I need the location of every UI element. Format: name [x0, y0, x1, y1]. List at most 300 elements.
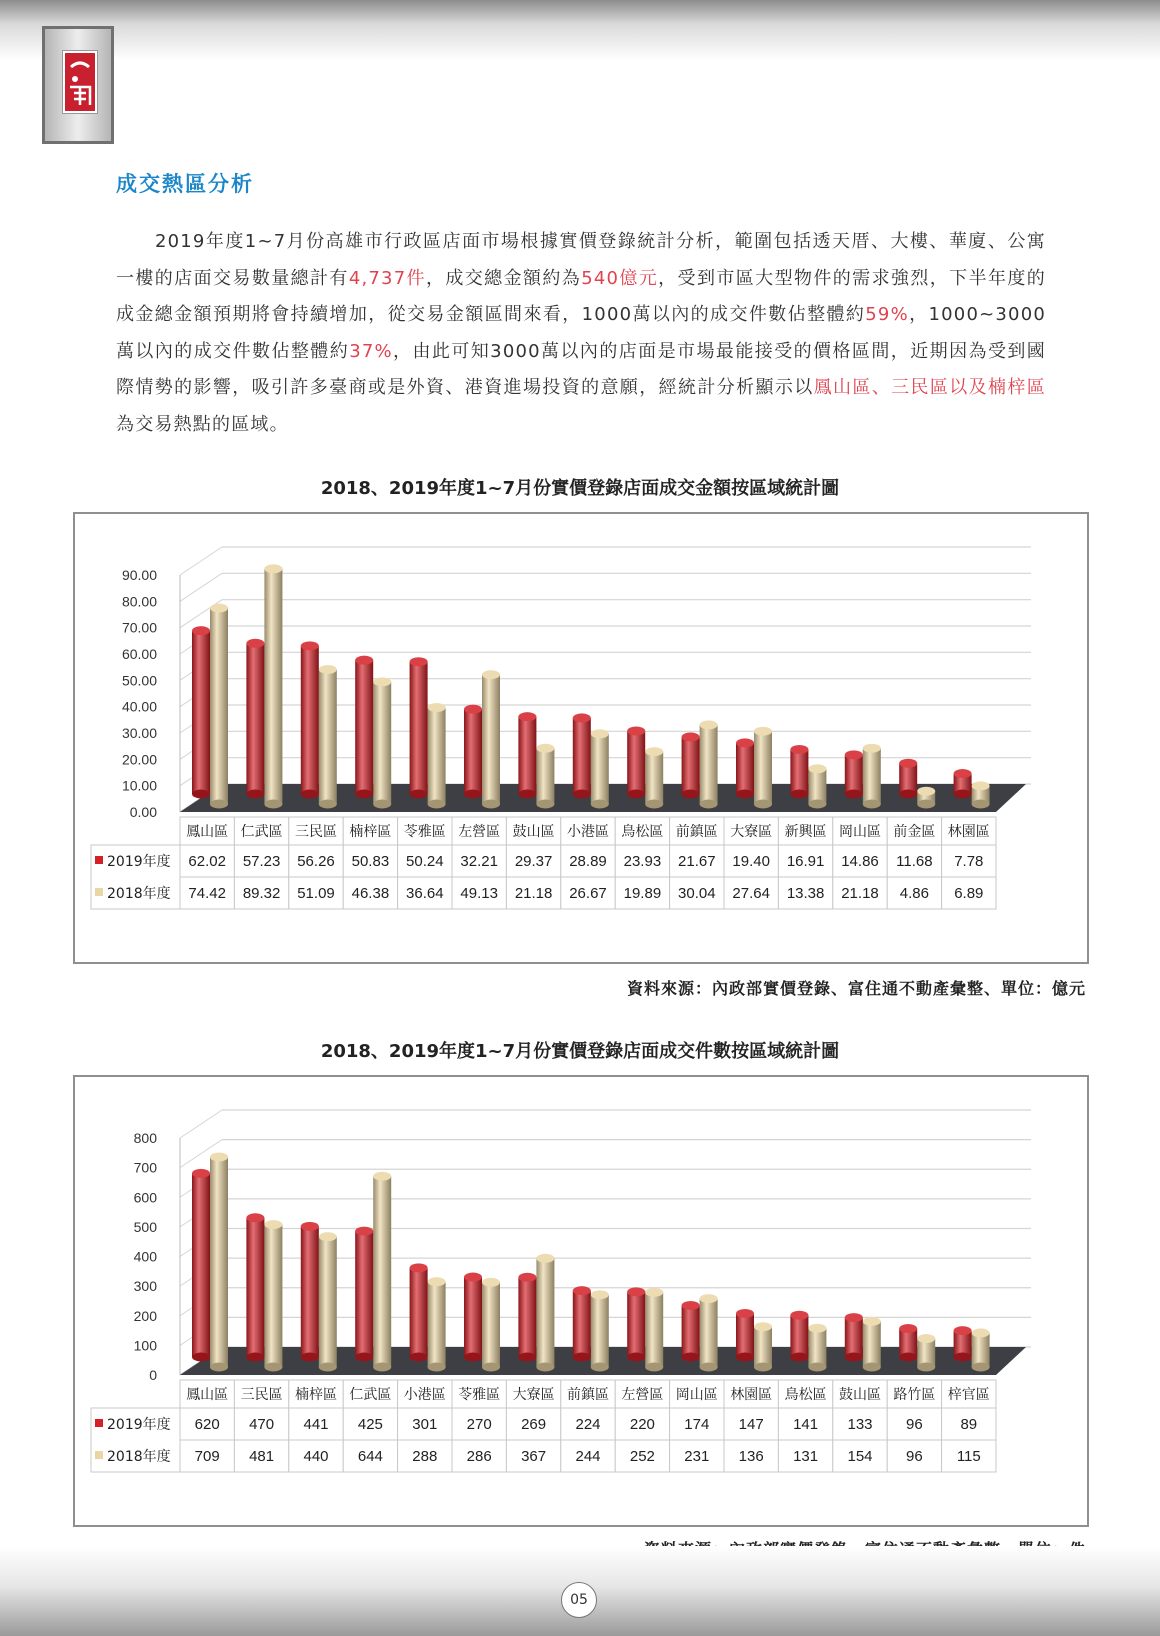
category-label: 小港區	[403, 1387, 446, 1403]
category-label: 鼓山區	[512, 824, 555, 840]
bar-body	[972, 1333, 990, 1367]
bar-body	[591, 1295, 609, 1367]
y-tick-label: 40.00	[121, 698, 157, 715]
bar-body	[845, 755, 863, 794]
bar-cap	[192, 1169, 210, 1178]
bar-2019	[464, 1273, 482, 1362]
bar-2019	[246, 639, 264, 799]
bar-cap	[954, 769, 972, 778]
data-label: 270	[466, 1416, 492, 1433]
bar-2018	[917, 787, 935, 809]
bar-cap	[428, 703, 446, 712]
category-label: 岡山區	[675, 1387, 718, 1403]
bar-base	[573, 1353, 591, 1362]
y-tick-label: 70.00	[121, 619, 157, 636]
bar-cap	[845, 1313, 863, 1322]
header-band	[0, 0, 1160, 120]
category-label: 路竹區	[893, 1387, 936, 1403]
bar-body	[573, 718, 591, 794]
bar-cap	[428, 1277, 446, 1286]
bar-2019	[355, 1227, 373, 1362]
paragraph-text: ，成交總金額約為	[425, 267, 582, 289]
bar-base	[736, 1353, 754, 1362]
legend-label: 2018年度	[107, 1449, 171, 1465]
data-label: 7.78	[954, 853, 984, 870]
data-label: 21.18	[514, 885, 553, 902]
data-label: 620	[194, 1416, 220, 1433]
category-label: 前鎮區	[675, 824, 718, 840]
bar-base	[845, 790, 863, 799]
data-label: 14.86	[841, 853, 879, 870]
bar-cap	[808, 764, 826, 773]
bar-base	[246, 1353, 264, 1362]
legend-swatch-2019	[95, 1419, 103, 1427]
bar-cap	[264, 1220, 282, 1229]
bar-base	[319, 800, 337, 809]
bar-cap	[355, 656, 373, 665]
bar-body	[410, 662, 428, 794]
bar-base	[863, 800, 881, 809]
bar-base	[917, 800, 935, 809]
data-label: 231	[684, 1448, 710, 1465]
bar-cap	[373, 677, 391, 686]
bar-cap	[355, 1227, 373, 1236]
bar-base	[518, 790, 536, 799]
bar-cap	[518, 712, 536, 721]
bar-base	[210, 800, 228, 809]
bar-body	[863, 748, 881, 804]
bar-base	[845, 1353, 863, 1362]
bar-base	[355, 790, 373, 799]
category-label: 左營區	[621, 1387, 664, 1403]
bar-2019	[736, 1309, 754, 1362]
y-tick-label: 0.00	[129, 804, 157, 820]
bar-2019	[682, 732, 700, 798]
bar-base	[464, 790, 482, 799]
bar-base	[482, 1363, 500, 1372]
data-label: 19.89	[623, 885, 662, 902]
bar-base	[627, 790, 645, 799]
data-label: 51.09	[297, 885, 335, 902]
bar-2019	[246, 1213, 264, 1361]
bar-cap	[591, 1290, 609, 1299]
bar-body	[682, 1305, 700, 1357]
gridline	[180, 547, 222, 575]
bar-cap	[954, 1326, 972, 1335]
bar-cap	[863, 1317, 881, 1326]
bar-cap	[573, 713, 591, 722]
data-label: 644	[357, 1448, 383, 1465]
bar-cap	[410, 657, 428, 666]
category-label: 苓雅區	[458, 1387, 501, 1403]
bar-cap	[264, 564, 282, 573]
bar-body	[536, 1258, 554, 1367]
bar-base	[301, 1353, 319, 1362]
data-label: 96	[906, 1416, 923, 1433]
data-label: 19.40	[732, 853, 770, 870]
data-label: 21.67	[678, 853, 716, 870]
data-label: 131	[793, 1448, 819, 1465]
bar-body	[482, 675, 500, 804]
bar-2019	[518, 712, 536, 798]
bar-base	[301, 790, 319, 799]
bar-cap	[917, 787, 935, 796]
bar-base	[790, 1353, 808, 1362]
y-tick-label: 30.00	[121, 725, 157, 741]
bar-2019	[301, 641, 319, 798]
y-tick-label: 20.00	[121, 751, 157, 768]
legend-swatch-2019	[95, 856, 103, 864]
data-label: 27.64	[732, 885, 770, 902]
bar-cap	[536, 1254, 554, 1263]
bar-base	[682, 1353, 700, 1362]
bar-cap	[464, 705, 482, 714]
category-label: 林園區	[730, 1387, 773, 1403]
bar-cap	[754, 727, 772, 736]
y-tick-label: 400	[133, 1248, 157, 1265]
bar-cap	[373, 1172, 391, 1181]
bar-base	[790, 790, 808, 799]
bar-2018	[264, 1220, 282, 1371]
bar-cap	[591, 729, 609, 738]
bar-base	[917, 1363, 935, 1372]
bar-cap	[319, 1232, 337, 1241]
bar-2018	[863, 744, 881, 809]
data-label: 57.23	[242, 853, 281, 870]
bar-cap	[917, 1334, 935, 1343]
highlight-text: 540億元	[581, 267, 659, 289]
logo-emblem	[63, 51, 97, 113]
bar-base	[863, 1363, 881, 1372]
bar-body	[301, 1226, 319, 1357]
bar-2018	[482, 1278, 500, 1372]
bar-2019	[899, 1324, 917, 1361]
bar-2019	[301, 1222, 319, 1362]
bar-2018	[210, 1152, 228, 1371]
bar-cap	[192, 626, 210, 635]
data-label: 286	[466, 1448, 492, 1465]
bar-base	[536, 800, 554, 809]
data-label: 367	[521, 1448, 547, 1465]
bar-body	[754, 1327, 772, 1367]
chart-count	[73, 1075, 1089, 1527]
bar-2018	[863, 1317, 881, 1372]
data-label: 709	[194, 1448, 220, 1465]
y-tick-label: 80.00	[121, 593, 157, 610]
bar-2019	[573, 1286, 591, 1361]
bar-cap	[518, 1273, 536, 1282]
gridline	[180, 573, 222, 601]
bar-cap	[645, 747, 663, 756]
category-label: 梓官區	[947, 1387, 990, 1403]
bar-body	[301, 646, 319, 794]
page-number: 05	[561, 1582, 597, 1618]
bar-body	[210, 608, 228, 804]
bar-2018	[645, 1288, 663, 1372]
bar-2019	[410, 1263, 428, 1361]
bar-body	[754, 731, 772, 804]
bar-cap	[246, 1213, 264, 1222]
data-label: 147	[738, 1416, 764, 1433]
bar-base	[808, 800, 826, 809]
bar-2019	[410, 657, 428, 798]
data-label: 11.68	[896, 853, 933, 870]
bar-body	[410, 1268, 428, 1357]
bar-cap	[736, 1309, 754, 1318]
data-label: 96	[906, 1448, 923, 1465]
y-tick-label: 500	[133, 1218, 157, 1235]
bar-body	[627, 731, 645, 794]
bar-2019	[355, 656, 373, 799]
bar-cap	[972, 781, 990, 790]
bar-base	[192, 1353, 210, 1362]
data-label: 4.86	[899, 885, 930, 902]
category-label: 仁武區	[349, 1387, 392, 1403]
bar-2018	[754, 1322, 772, 1371]
bar-base	[954, 790, 972, 799]
bar-base	[428, 1363, 446, 1372]
data-label: 56.26	[297, 853, 335, 870]
bar-2019	[736, 738, 754, 798]
bar-base	[700, 1363, 718, 1372]
category-label: 前鎮區	[567, 1387, 609, 1403]
data-label: 6.89	[954, 885, 984, 902]
y-tick-label: 50.00	[121, 672, 157, 689]
data-label: 441	[303, 1416, 329, 1433]
data-label: 50.83	[351, 853, 390, 870]
bar-2019	[464, 705, 482, 799]
chart-count-svg	[75, 1077, 1087, 1525]
bar-cap	[464, 1273, 482, 1282]
bar-2019	[954, 1326, 972, 1361]
bar-2018	[428, 1277, 446, 1371]
data-label: 269	[521, 1416, 547, 1433]
category-label: 新興區	[784, 824, 827, 840]
bar-2019	[192, 626, 210, 798]
bar-cap	[627, 1287, 645, 1296]
bar-body	[736, 743, 754, 794]
data-label: 50.24	[406, 853, 444, 870]
bar-2018	[700, 1294, 718, 1371]
bar-base	[754, 1363, 772, 1372]
bar-base	[700, 800, 718, 809]
bar-base	[482, 800, 500, 809]
category-label: 楠梓區	[349, 824, 392, 840]
data-label: 49.13	[460, 885, 498, 902]
bar-cap	[482, 670, 500, 679]
category-label: 大寮區	[730, 824, 773, 840]
data-label: 29.37	[514, 853, 553, 870]
bar-2019	[573, 713, 591, 798]
category-label: 前金區	[893, 824, 936, 840]
bar-base	[464, 1353, 482, 1362]
bar-2018	[972, 781, 990, 808]
bar-body	[790, 1315, 808, 1357]
bar-cap	[899, 1324, 917, 1333]
y-tick-label: 60.00	[121, 646, 157, 662]
legend-label: 2019年度	[107, 854, 171, 870]
bar-base	[645, 800, 663, 809]
bar-body	[319, 669, 337, 804]
bar-body	[899, 763, 917, 794]
y-tick-label: 0	[149, 1367, 157, 1383]
bar-base	[373, 1363, 391, 1372]
bar-base	[410, 1353, 428, 1362]
category-label: 鳳山區	[186, 1387, 229, 1403]
bar-base	[899, 790, 917, 799]
highlight-text: 37%	[349, 340, 393, 362]
data-label: 425	[357, 1416, 383, 1433]
data-label: 133	[847, 1416, 873, 1433]
bar-cap	[536, 744, 554, 753]
data-label: 28.89	[569, 853, 607, 870]
bar-cap	[845, 750, 863, 759]
bar-base	[627, 1353, 645, 1362]
data-label: 470	[249, 1416, 275, 1433]
bar-body	[464, 709, 482, 794]
bar-2019	[790, 745, 808, 799]
bar-cap	[301, 1222, 319, 1231]
bar-base	[264, 1363, 282, 1372]
chart-amount-svg	[75, 514, 1087, 962]
paragraph-text: 為交易熱點的區域。	[116, 413, 289, 435]
bar-cap	[790, 1311, 808, 1320]
bar-body	[210, 1157, 228, 1367]
bar-2018	[700, 720, 718, 808]
data-label: 62.02	[188, 853, 226, 870]
bar-2018	[645, 747, 663, 808]
bar-base	[954, 1353, 972, 1362]
data-label: 46.38	[351, 885, 390, 902]
category-label: 鳳山區	[186, 824, 229, 840]
bar-base	[246, 790, 264, 799]
bar-body	[645, 1292, 663, 1367]
bar-2018	[536, 744, 554, 809]
data-label: 23.93	[623, 853, 662, 870]
bar-body	[355, 660, 373, 794]
intro-paragraph	[116, 224, 1046, 443]
bar-2018	[591, 1290, 609, 1371]
bar-body	[808, 769, 826, 804]
bar-body	[373, 682, 391, 804]
bar-2019	[518, 1273, 536, 1362]
bar-body	[428, 708, 446, 804]
legend-swatch-2018	[95, 888, 103, 896]
data-label: 16.91	[786, 853, 825, 870]
bar-2018	[591, 729, 609, 808]
bar-2019	[627, 726, 645, 798]
bar-body	[428, 1282, 446, 1367]
bar-base	[192, 790, 210, 799]
category-label: 大寮區	[512, 1387, 555, 1403]
bar-body	[264, 1225, 282, 1367]
data-label: 89.32	[242, 885, 281, 902]
data-label: 154	[847, 1448, 873, 1465]
bar-base	[899, 1353, 917, 1362]
bar-body	[319, 1237, 337, 1367]
bar-cap	[808, 1324, 826, 1333]
bar-base	[210, 1363, 228, 1372]
bar-cap	[482, 1278, 500, 1287]
bar-cap	[899, 759, 917, 768]
bar-base	[428, 800, 446, 809]
bar-cap	[700, 720, 718, 729]
chart-title-count: 2018、2019年度1~7月份實價登錄店面成交件數按區域統計圖	[320, 1041, 840, 1062]
category-label: 岡山區	[839, 824, 881, 840]
data-label: 136	[738, 1448, 764, 1465]
bar-base	[373, 800, 391, 809]
category-label: 楠梓區	[295, 1387, 337, 1403]
bar-body	[808, 1328, 826, 1367]
bar-body	[627, 1292, 645, 1357]
bar-cap	[210, 604, 228, 613]
bar-2018	[319, 1232, 337, 1371]
bar-base	[591, 1363, 609, 1372]
bar-body	[845, 1318, 863, 1357]
bar-2018	[373, 677, 391, 808]
bar-body	[573, 1291, 591, 1357]
section-heading: 成交熱區分析	[116, 172, 254, 196]
category-label: 三民區	[240, 1387, 283, 1403]
bar-cap	[246, 639, 264, 648]
bar-base	[645, 1363, 663, 1372]
bar-2018	[373, 1172, 391, 1372]
gridline	[180, 1110, 222, 1138]
bar-cap	[627, 726, 645, 735]
category-label: 鳥松區	[621, 824, 664, 840]
y-tick-label: 200	[133, 1307, 157, 1324]
bar-2018	[808, 1324, 826, 1372]
y-tick-label: 800	[133, 1130, 157, 1146]
category-label: 小港區	[567, 824, 609, 840]
bar-body	[518, 717, 536, 794]
bar-2018	[319, 665, 337, 809]
data-label: 36.64	[406, 885, 444, 902]
bar-body	[373, 1176, 391, 1367]
legend-swatch-2018	[95, 1451, 103, 1459]
bar-base	[972, 800, 990, 809]
bar-cap	[319, 665, 337, 674]
data-label: 244	[575, 1448, 601, 1465]
data-label: 74.42	[188, 885, 226, 902]
bar-cap	[301, 641, 319, 650]
bar-2019	[954, 769, 972, 798]
bar-base	[972, 1363, 990, 1372]
bar-body	[790, 749, 808, 794]
bar-base	[518, 1353, 536, 1362]
bar-2018	[808, 764, 826, 808]
bar-cap	[210, 1152, 228, 1161]
bar-base	[536, 1363, 554, 1372]
bar-base	[754, 800, 772, 809]
bar-body	[518, 1277, 536, 1357]
chart-amount	[73, 512, 1089, 964]
y-tick-label: 600	[133, 1189, 157, 1206]
bar-2018	[972, 1328, 990, 1371]
data-label: 26.67	[569, 885, 607, 902]
bar-2019	[790, 1311, 808, 1362]
bar-base	[355, 1353, 373, 1362]
data-label: 481	[249, 1448, 275, 1465]
data-label: 220	[629, 1416, 655, 1433]
bar-body	[700, 1299, 718, 1367]
source-note-amount: 資料來源：內政部實價登錄、富住通不動產彙整、單位：億元	[626, 979, 1086, 998]
bar-base	[682, 790, 700, 799]
category-label: 林園區	[947, 824, 990, 840]
category-label: 仁武區	[240, 824, 283, 840]
bar-body	[645, 752, 663, 804]
bar-body	[192, 631, 210, 794]
